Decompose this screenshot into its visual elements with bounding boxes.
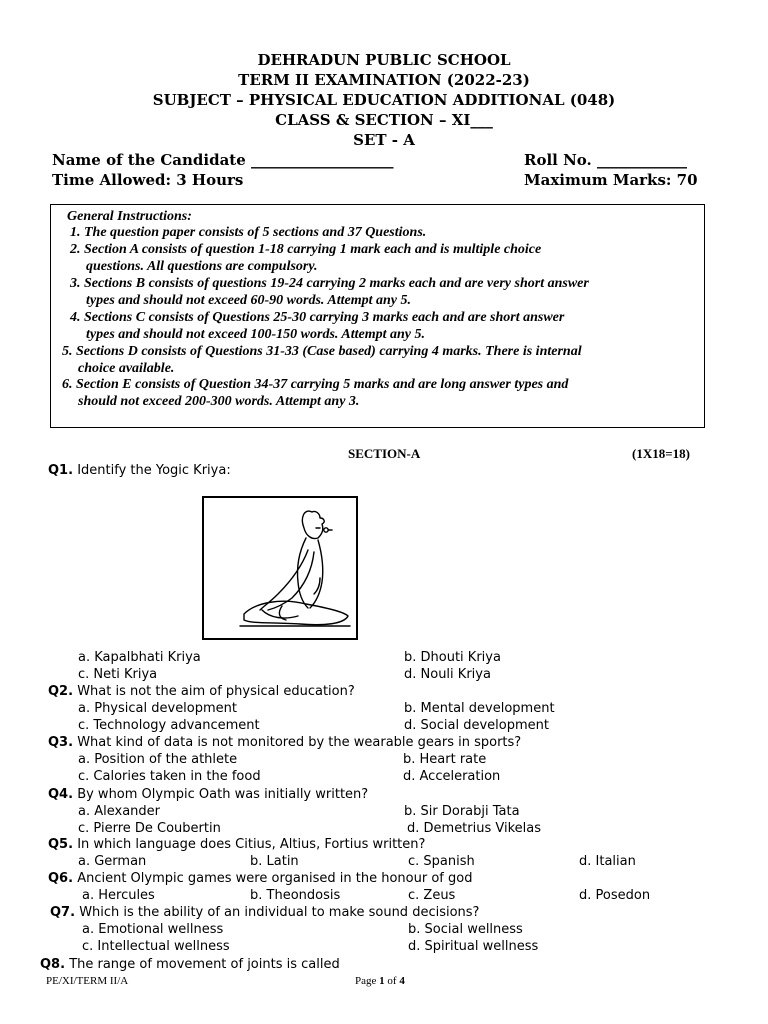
- page-number: 1: [379, 975, 385, 987]
- option: c. Pierre De Coubertin: [78, 821, 221, 836]
- question-text: By whom Olympic Oath was initially written?: [77, 787, 369, 802]
- option: d. Italian: [579, 854, 636, 869]
- question-text: The range of movement of joints is called: [69, 957, 340, 972]
- option: b. Mental development: [404, 701, 555, 716]
- instruction-line: choice available.: [78, 361, 175, 376]
- page-total: 4: [399, 975, 405, 987]
- question-text: What is not the aim of physical education?: [77, 684, 355, 699]
- instruction-line: questions. All questions are compulsory.: [86, 259, 318, 274]
- instruction-line: types and should not exceed 100-150 words. Attempt any 5.: [86, 327, 425, 342]
- instructions-title: General Instructions:: [67, 209, 192, 224]
- instruction-line: 2. Section A consists of question 1-18 carrying 1 mark each and is multiple choice: [70, 242, 542, 257]
- option: b. Latin: [250, 854, 299, 869]
- section-title: SECTION-A: [348, 446, 421, 461]
- question-number: Q1.: [48, 463, 74, 478]
- option: b. Sir Dorabji Tata: [404, 804, 520, 819]
- option: a. Position of the athlete: [78, 752, 238, 767]
- question-number: Q8.: [40, 957, 66, 972]
- option: d. Demetrius Vikelas: [407, 821, 542, 836]
- option: a. Kapalbhati Kriya: [78, 650, 201, 665]
- roll-number-label: Roll No. ____________: [524, 151, 687, 169]
- exam-title: TERM II EXAMINATION (2022-23): [238, 71, 530, 89]
- option: a. Alexander: [78, 804, 160, 819]
- instruction-line: 5. Sections D consists of Questions 31-33 (Case based) carrying 4 marks. There is internal: [62, 344, 582, 359]
- option: c. Spanish: [408, 854, 475, 869]
- option: b. Heart rate: [403, 752, 487, 767]
- instruction-line: 4. Sections C consists of Questions 25-30 carrying 3 marks each and are short answer: [70, 310, 565, 325]
- option: b. Theondosis: [250, 888, 341, 903]
- option: c. Calories taken in the food: [78, 769, 261, 784]
- maximum-marks: Maximum Marks: 70: [524, 171, 698, 189]
- seated-yoga-illustration: [204, 498, 356, 638]
- option: c. Intellectual wellness: [82, 939, 230, 954]
- option: a. Physical development: [78, 701, 238, 716]
- question-q7: [50, 904, 479, 921]
- school-name: DEHRADUN PUBLIC SCHOOL: [257, 51, 511, 69]
- instruction-line: 1. The question paper consists of 5 sections and 37 Questions.: [70, 225, 427, 240]
- footer-code: PE/XI/TERM II/A: [46, 975, 129, 987]
- option: c. Technology advancement: [78, 718, 260, 733]
- question-q3: [48, 734, 521, 751]
- page-indicator: [355, 974, 405, 988]
- option: d. Acceleration: [403, 769, 501, 784]
- question-text: Ancient Olympic games were organised in the honour of god: [77, 871, 473, 886]
- time-allowed: Time Allowed: 3 Hours: [52, 171, 244, 189]
- question-q2: [48, 683, 355, 700]
- option: d. Posedon: [579, 888, 651, 903]
- question-q1: [48, 462, 231, 479]
- option: d. Nouli Kriya: [404, 667, 491, 682]
- yogic-kriya-figure: [202, 496, 358, 640]
- section-marks: (1X18=18): [632, 446, 690, 461]
- set-label: SET - A: [353, 131, 415, 149]
- instruction-line: should not exceed 200-300 words. Attempt any 3.: [78, 394, 360, 409]
- question-q6: [48, 870, 472, 887]
- option: d. Spiritual wellness: [408, 939, 539, 954]
- option: c. Zeus: [408, 888, 456, 903]
- question-number: Q5.: [48, 837, 74, 852]
- question-text: What kind of data is not monitored by the wearable gears in sports?: [77, 735, 522, 750]
- instruction-line: 3. Sections B consists of questions 19-24 carrying 2 marks each and are very short answer: [70, 276, 589, 291]
- class-section: CLASS & SECTION – XI___: [275, 111, 493, 129]
- question-number: Q3.: [48, 735, 74, 750]
- option: a. Emotional wellness: [82, 922, 224, 937]
- option: b. Dhouti Kriya: [404, 650, 501, 665]
- option: a. German: [78, 854, 147, 869]
- instruction-line: 6. Section E consists of Question 34-37 carrying 5 marks and are long answer types and: [62, 377, 569, 392]
- question-number: Q6.: [48, 871, 74, 886]
- question-number: Q7.: [50, 905, 76, 920]
- question-q5: [48, 836, 425, 853]
- question-text: Which is the ability of an individual to make sound decisions?: [79, 905, 480, 920]
- option: a. Hercules: [82, 888, 155, 903]
- option: c. Neti Kriya: [78, 667, 158, 682]
- question-q8: [40, 956, 340, 973]
- option: d. Social development: [404, 718, 549, 733]
- question-text: In which language does Citius, Altius, Fortius written?: [77, 837, 426, 852]
- question-q4: [48, 786, 368, 803]
- question-number: Q4.: [48, 787, 74, 802]
- question-text: Identify the Yogic Kriya:: [77, 463, 231, 478]
- page-prefix: Page: [355, 975, 380, 987]
- page-mid: of: [384, 975, 400, 987]
- subject-title: SUBJECT – PHYSICAL EDUCATION ADDITIONAL (048): [152, 91, 616, 109]
- option: b. Social wellness: [408, 922, 523, 937]
- question-number: Q2.: [48, 684, 74, 699]
- candidate-name-label: Name of the Candidate ___________________: [52, 151, 394, 169]
- instruction-line: types and should not exceed 60-90 words. Attempt any 5.: [86, 293, 411, 308]
